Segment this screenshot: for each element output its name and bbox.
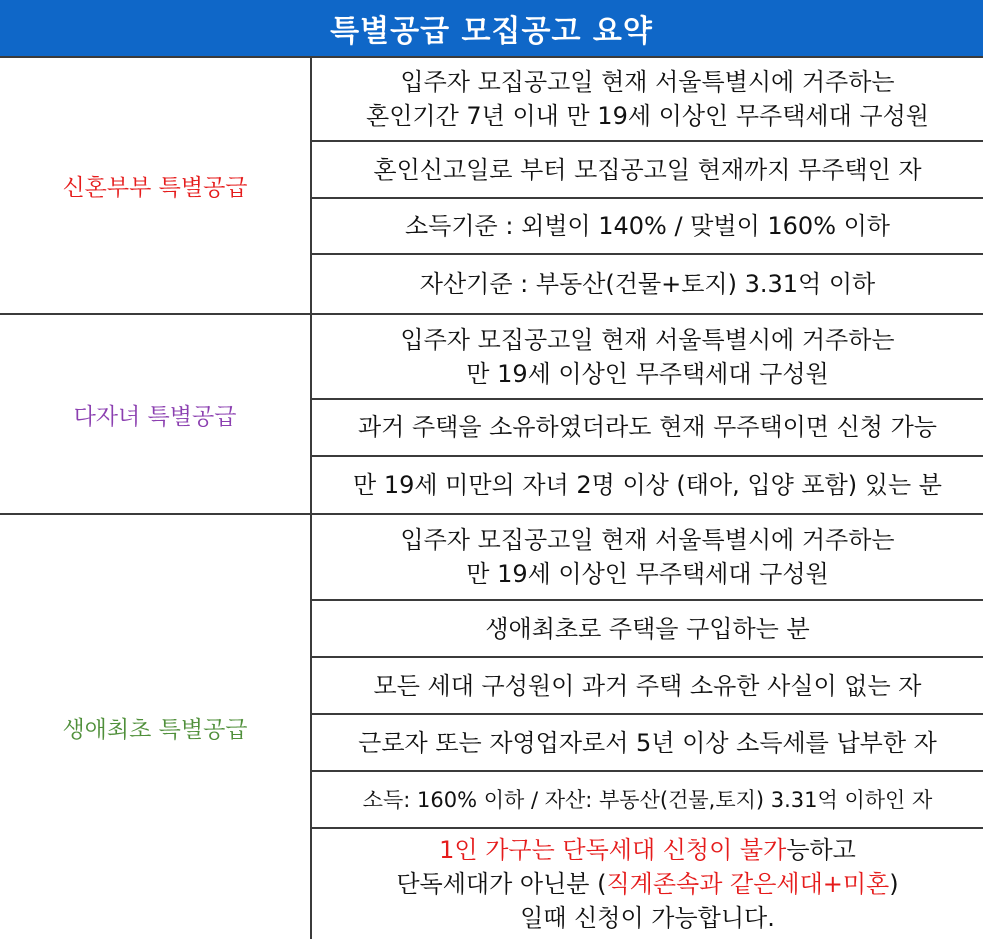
criteria-row	[312, 199, 983, 256]
criteria-row	[312, 457, 983, 513]
document-title: 특별공급 모집공고 요약	[0, 0, 983, 58]
criteria-text: 입주자 모집공고일 현재 서울특별시에 거주하는	[400, 325, 895, 354]
criteria-row	[312, 715, 983, 772]
criteria-row	[312, 58, 983, 142]
notice-row	[312, 829, 983, 939]
criteria-text: 만 19세 이상인 무주택세대 구성원	[466, 560, 829, 588]
criteria-text: 소득: 160% 이하 / 자산: 부동산(건물,토지) 3.31억 이하인 자	[362, 787, 933, 812]
section-newlywed	[0, 58, 983, 315]
criteria-text: 소득기준 : 외벌이 140% / 맞벌이 160% 이하	[404, 212, 890, 241]
notice-highlight: 직계존속과 같은세대+미혼	[606, 870, 890, 898]
criteria-text: 입주자 모집공고일 현재 서울특별시에 거주하는	[400, 526, 895, 554]
criteria-row	[312, 772, 983, 829]
notice-text: 능하고	[786, 836, 856, 864]
criteria-row	[312, 400, 983, 456]
section-rows	[312, 315, 983, 513]
section-multichild	[0, 315, 983, 515]
notice-highlight: 1인 가구는 단독세대 신청이 불가	[439, 836, 787, 864]
criteria-text: 자산기준 : 부동산(건물+토지) 3.31억 이하	[419, 270, 876, 299]
notice-line-2	[396, 867, 898, 901]
criteria-row	[312, 601, 983, 658]
section-label-multichild: 다자녀 특별공급	[0, 315, 312, 513]
criteria-text: 입주자 모집공고일 현재 서울특별시에 거주하는	[400, 68, 895, 97]
criteria-row	[312, 315, 983, 400]
criteria-text: 혼인기간 7년 이내 만 19세 이상인 무주택세대 구성원	[366, 102, 929, 131]
section-rows	[312, 58, 983, 313]
notice-text: )	[889, 870, 899, 898]
criteria-row	[312, 658, 983, 715]
criteria-text: 생애최초로 주택을 구입하는 분	[485, 614, 810, 643]
criteria-text: 만 19세 미만의 자녀 2명 이상 (태아, 입양 포함) 있는 분	[353, 470, 942, 499]
section-firsttime	[0, 515, 983, 939]
section-label-newlywed: 신혼부부 특별공급	[0, 58, 312, 313]
criteria-text: 과거 주택을 소유하였더라도 현재 무주택이면 신청 가능	[357, 413, 937, 442]
criteria-text: 혼인신고일로 부터 모집공고일 현재까지 무주택인 자	[373, 155, 922, 184]
criteria-text: 만 19세 이상인 무주택세대 구성원	[466, 359, 829, 388]
criteria-row	[312, 515, 983, 601]
criteria-text: 모든 세대 구성원이 과거 주택 소유한 사실이 없는 자	[373, 671, 922, 700]
notice-line-1	[439, 833, 856, 867]
criteria-row	[312, 255, 983, 313]
notice-line-3: 일때 신청이 가능합니다.	[520, 904, 775, 932]
section-rows	[312, 515, 983, 939]
section-label-firsttime: 생애최초 특별공급	[0, 515, 312, 939]
criteria-text: 근로자 또는 자영업자로서 5년 이상 소득세를 납부한 자	[358, 728, 937, 757]
criteria-row	[312, 142, 983, 199]
notice-text: 단독세대가 아닌분 (	[396, 870, 607, 898]
